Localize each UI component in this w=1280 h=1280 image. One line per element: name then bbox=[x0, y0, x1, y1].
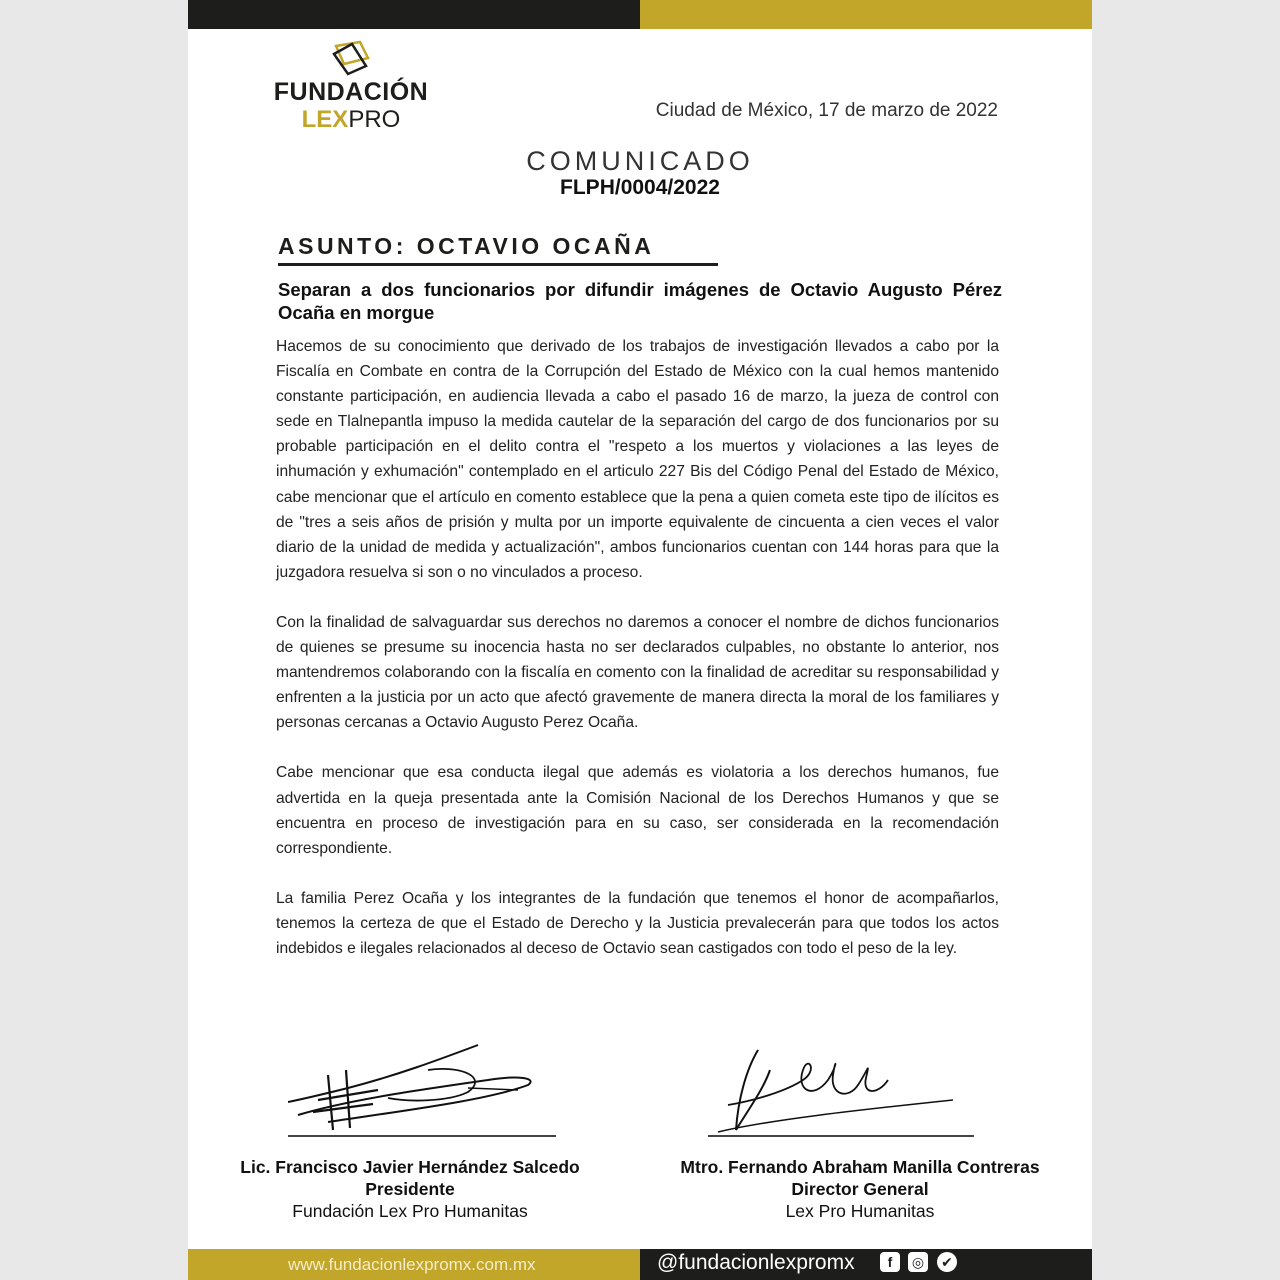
document-type: COMUNICADO bbox=[526, 146, 754, 176]
foundation-logo bbox=[266, 40, 436, 140]
signature-line-left bbox=[288, 1135, 556, 1137]
subject-underline bbox=[278, 263, 718, 266]
signature-line-right bbox=[708, 1135, 974, 1137]
footer-website-link[interactable]: www.fundacionlexpromx.com.mx bbox=[288, 1255, 536, 1274]
facebook-icon[interactable]: f bbox=[880, 1252, 900, 1272]
body-paragraph: Cabe mencionar que esa conducta ilegal que además es violatoria a los derechos humanos, fue advertida en la queja presentada ante la Comisión Nacional de los Derechos Humanos y que se encuentra en proceso de investigación para en su caso, ser considerada en la recomendación correspondiente. bbox=[276, 764, 999, 857]
document-date: Ciudad de México, 17 de marzo de 2022 bbox=[655, 100, 998, 121]
document-folio: FLPH/0004/2022 bbox=[560, 176, 720, 199]
signatory-left bbox=[208, 1156, 612, 1222]
twitter-icon[interactable]: ✔ bbox=[937, 1252, 957, 1272]
document-body bbox=[276, 334, 999, 986]
body-paragraph: La familia Perez Ocaña y los integrantes de la fundación que tenemos el honor de acompañarlos, tenemos la certeza de que el Estado de Derecho y la Justicia prevalecerán para que todos los actos indebidos e ilegales relacionados al deceso de Octavio sean castigados con todo el peso de la ley. bbox=[276, 889, 999, 957]
document-subject: ASUNTO: OCTAVIO OCAÑA bbox=[278, 233, 655, 259]
body-paragraph: Hacemos de su conocimiento que derivado de los trabajos de investigación llevados a cabo por la Fiscalía en Combate en contra de la Corrupción del Estado de México con la cual hemos mantenido constante participación, en audiencia llevada a cabo el pasado 16 de marzo, la jueza de control con sede en Tlalnepantla impuso la medida cautelar de la separación del cargo de dos funcionarios por su probable participación en el delito contra el "respeto a los muertos y violaciones a las leyes de inhumación y exhumación" contemplado en el articulo 227 Bis del Código Penal del Estado de México, cabe mencionar que el artículo en comento establece que la pena a quien cometa este tipo de ilícitos es de "tres a seis años de prisión y multa por un importe equivalente de cincuenta a cien veces el valor diario de la unidad de medida y actualización", ambos funcionarios cuentan con 144 horas para que la juzgadora resuelva si son o no vinculados a proceso. bbox=[276, 338, 999, 581]
signature-left bbox=[288, 1040, 558, 1140]
footer-social-handle[interactable]: @fundacionlexpromx bbox=[657, 1251, 855, 1274]
instagram-icon[interactable]: ◎ bbox=[908, 1252, 928, 1272]
signatory-role: Presidente bbox=[365, 1179, 455, 1199]
logo-text-lex: LEX bbox=[301, 106, 349, 133]
signatory-name: Mtro. Fernando Abraham Manilla Contreras bbox=[680, 1157, 1040, 1177]
signature-right bbox=[708, 1040, 978, 1140]
signatory-role: Director General bbox=[791, 1179, 929, 1199]
diamond-logo-icon bbox=[328, 40, 374, 76]
logo-text-fundacion: FUNDACIÓN bbox=[273, 78, 429, 106]
top-bar-gold bbox=[640, 0, 1092, 29]
signatory-right bbox=[648, 1156, 1072, 1222]
signatory-name: Lic. Francisco Javier Hernández Salcedo bbox=[240, 1157, 580, 1177]
document-headline: Separan a dos funcionarios por difundir imágenes de Octavio Augusto Pérez Ocaña en morgue bbox=[278, 279, 1002, 323]
body-paragraph: Con la finalidad de salvaguardar sus derechos no daremos a conocer el nombre de dichos funcionarios de quienes se presume su inocencia hasta no ser declarados culpables, no obstante lo anterior, nos mantendremos colaborando con la fiscalía en comento con la finalidad de acreditar su responsabilidad y enfrenten a la justicia por un acto que afectó gravemente de manera directa la moral de los familiares y personas cercanas a Octavio Augusto Perez Ocaña. bbox=[276, 613, 999, 732]
logo-text-lexpro bbox=[266, 106, 436, 134]
document-page bbox=[188, 0, 1092, 1280]
top-bar-dark bbox=[188, 0, 640, 29]
signatory-org: Lex Pro Humanitas bbox=[785, 1201, 935, 1221]
signatory-org: Fundación Lex Pro Humanitas bbox=[292, 1201, 528, 1221]
logo-text-pro: PRO bbox=[348, 106, 401, 133]
